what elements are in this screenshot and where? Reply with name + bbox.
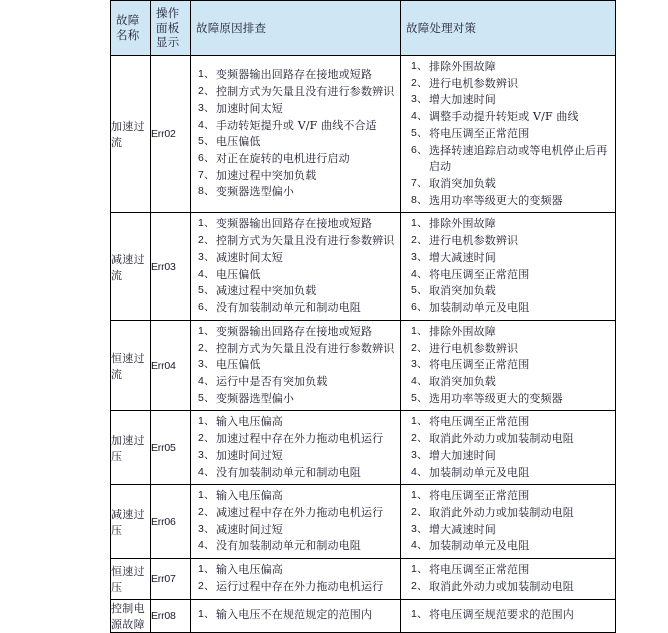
fault-name-cell: 减速过流 bbox=[111, 213, 151, 320]
cause-item bbox=[198, 118, 396, 135]
cause-item-text: 加速时间过短 bbox=[216, 448, 283, 462]
remedy-item-number: 4、 bbox=[411, 267, 428, 280]
remedy-item bbox=[411, 431, 611, 448]
remedy-item bbox=[411, 250, 611, 267]
fault-code-cell: Err05 bbox=[151, 411, 191, 485]
cause-item bbox=[198, 579, 396, 596]
cause-item-number: 8、 bbox=[198, 185, 215, 198]
cause-item-number: 1、 bbox=[198, 415, 215, 428]
cause-item-text: 加速时间太短 bbox=[216, 101, 283, 115]
fault-name-cell: 加速过压 bbox=[111, 411, 151, 485]
cause-item-text: 加速过程中存在外力拖动电机运行 bbox=[216, 432, 384, 446]
fault-name-cell: 加速过流 bbox=[111, 56, 151, 213]
panel-label-line-2: 面板 bbox=[156, 20, 180, 35]
table-row bbox=[111, 320, 616, 411]
cause-list bbox=[191, 213, 400, 319]
cause-item bbox=[198, 67, 396, 84]
column-header-fault-name-label: 故障名称 bbox=[116, 13, 140, 42]
remedy-item-text: 将电压调至正常范围 bbox=[429, 267, 530, 281]
remedy-item bbox=[411, 607, 611, 624]
cause-item-text: 手动转矩提升或 V/F 曲线不合适 bbox=[216, 118, 377, 132]
cause-item-text: 没有加装制动单元和制动电阻 bbox=[216, 539, 361, 553]
remedy-item-number: 3、 bbox=[411, 358, 428, 371]
cause-list bbox=[191, 321, 400, 411]
cause-item-text: 输入电压偏高 bbox=[216, 563, 283, 577]
cause-list bbox=[191, 604, 400, 627]
remedy-list bbox=[401, 321, 615, 411]
cause-item-number: 1、 bbox=[198, 489, 215, 502]
remedy-item-number: 6、 bbox=[411, 143, 428, 156]
cause-item-text: 变频器输出回路存在接地或短路 bbox=[216, 324, 373, 338]
remedy-item-text: 进行电机参数辨识 bbox=[429, 76, 519, 90]
fault-remedy-cell bbox=[401, 213, 616, 320]
remedy-item-number: 3、 bbox=[411, 522, 428, 535]
remedy-item-text: 加装制动单元及电阻 bbox=[429, 465, 530, 479]
cause-item-number: 2、 bbox=[198, 341, 215, 354]
cause-item-text: 电压偏低 bbox=[216, 135, 261, 149]
remedy-item bbox=[411, 233, 611, 250]
panel-label-line-3: 显示 bbox=[156, 35, 180, 50]
cause-item bbox=[198, 151, 396, 168]
cause-item-number: 1、 bbox=[198, 68, 215, 81]
fault-cause-cell bbox=[191, 213, 401, 320]
fault-name-cell: 恒速过压 bbox=[111, 559, 151, 599]
cause-item-number: 4、 bbox=[198, 465, 215, 478]
cause-item-text: 减速过程中突加负载 bbox=[216, 284, 317, 298]
cause-list bbox=[191, 559, 400, 598]
cause-item bbox=[198, 488, 396, 505]
remedy-item bbox=[411, 109, 611, 126]
cause-item bbox=[198, 538, 396, 555]
remedy-item-number: 1、 bbox=[411, 608, 428, 621]
fault-remedy-cell bbox=[401, 559, 616, 599]
remedy-item-text: 增大加速时间 bbox=[429, 93, 496, 107]
cause-item-number: 2、 bbox=[198, 579, 215, 592]
cause-item-number: 3、 bbox=[198, 448, 215, 461]
remedy-item-number: 2、 bbox=[411, 341, 428, 354]
cause-item-number: 5、 bbox=[198, 391, 215, 404]
cause-item bbox=[198, 283, 396, 300]
cause-item-number: 1、 bbox=[198, 563, 215, 576]
remedy-item bbox=[411, 143, 611, 176]
fault-remedy-cell bbox=[401, 411, 616, 485]
remedy-item bbox=[411, 59, 611, 76]
remedy-item-text: 加装制动单元及电阻 bbox=[429, 539, 530, 553]
remedy-item-number: 4、 bbox=[411, 539, 428, 552]
remedy-item-number: 2、 bbox=[411, 76, 428, 89]
remedy-item-number: 2、 bbox=[411, 505, 428, 518]
cause-item bbox=[198, 134, 396, 151]
remedy-item-text: 进行电机参数辨识 bbox=[429, 341, 519, 355]
remedy-list bbox=[401, 485, 615, 558]
remedy-item bbox=[411, 216, 611, 233]
remedy-item-text: 取消突加负载 bbox=[429, 177, 496, 191]
remedy-item-text: 取消突加负载 bbox=[429, 284, 496, 298]
table-row bbox=[111, 411, 616, 485]
cause-item-text: 电压偏低 bbox=[216, 358, 261, 372]
remedy-item-text: 增大加速时间 bbox=[429, 448, 496, 462]
panel-label-line-1: 操作 bbox=[156, 5, 180, 20]
cause-item-number: 1、 bbox=[198, 324, 215, 337]
remedy-item-number: 2、 bbox=[411, 432, 428, 445]
cause-item-text: 加速过程中突加负载 bbox=[216, 168, 317, 182]
cause-item-number: 2、 bbox=[198, 432, 215, 445]
cause-item bbox=[198, 250, 396, 267]
table-row bbox=[111, 213, 616, 320]
cause-item-number: 3、 bbox=[198, 101, 215, 114]
remedy-item bbox=[411, 505, 611, 522]
cause-list bbox=[191, 411, 400, 484]
cause-item-number: 3、 bbox=[198, 358, 215, 371]
remedy-item bbox=[411, 92, 611, 109]
remedy-item-number: 2、 bbox=[411, 579, 428, 592]
cause-item bbox=[198, 300, 396, 317]
remedy-item-text: 选择转速追踪启动或等电机停止后再启动 bbox=[429, 143, 608, 174]
cause-item-number: 4、 bbox=[198, 374, 215, 387]
remedy-item bbox=[411, 465, 611, 482]
cause-item-number: 1、 bbox=[198, 217, 215, 230]
remedy-item bbox=[411, 324, 611, 341]
fault-code-cell: Err03 bbox=[151, 213, 191, 320]
remedy-item-text: 将电压调至正常范围 bbox=[429, 415, 530, 429]
cause-item-text: 变频器输出回路存在接地或短路 bbox=[216, 217, 373, 231]
fault-remedy-cell bbox=[401, 320, 616, 411]
remedy-item-number: 3、 bbox=[411, 93, 428, 106]
remedy-item-text: 进行电机参数辨识 bbox=[429, 234, 519, 248]
remedy-item-number: 8、 bbox=[411, 193, 428, 206]
table-row bbox=[111, 559, 616, 599]
cause-item-text: 电压偏低 bbox=[216, 267, 261, 281]
header-row bbox=[111, 1, 616, 56]
cause-item-number: 3、 bbox=[198, 250, 215, 263]
remedy-item bbox=[411, 341, 611, 358]
remedy-item bbox=[411, 562, 611, 579]
remedy-item bbox=[411, 300, 611, 317]
remedy-item-number: 5、 bbox=[411, 126, 428, 139]
cause-item-text: 减速时间过短 bbox=[216, 522, 283, 536]
cause-item-number: 2、 bbox=[198, 234, 215, 247]
remedy-item-number: 4、 bbox=[411, 465, 428, 478]
remedy-item-number: 1、 bbox=[411, 563, 428, 576]
cause-item bbox=[198, 168, 396, 185]
cause-item bbox=[198, 374, 396, 391]
remedy-item-text: 取消此外动力或加装制动电阻 bbox=[429, 432, 574, 446]
remedy-item-number: 2、 bbox=[411, 234, 428, 247]
remedy-item-text: 排除外围故障 bbox=[429, 324, 496, 338]
remedy-item-text: 取消此外动力或加装制动电阻 bbox=[429, 505, 574, 519]
cause-item-text: 运行中是否有突加负载 bbox=[216, 374, 328, 388]
remedy-list bbox=[401, 213, 615, 319]
table-body bbox=[111, 56, 616, 633]
cause-item-text: 变频器输出回路存在接地或短路 bbox=[216, 68, 373, 82]
remedy-item-text: 选用功率等级更大的变频器 bbox=[429, 193, 563, 207]
cause-item bbox=[198, 101, 396, 118]
remedy-list bbox=[401, 56, 615, 212]
remedy-item bbox=[411, 374, 611, 391]
cause-item-text: 减速时间太短 bbox=[216, 250, 283, 264]
cause-item-number: 3、 bbox=[198, 522, 215, 535]
remedy-item-text: 增大减速时间 bbox=[429, 250, 496, 264]
cause-item-text: 控制方式为矢量且没有进行参数辨识 bbox=[216, 341, 395, 355]
remedy-item-number: 7、 bbox=[411, 177, 428, 190]
remedy-list bbox=[401, 411, 615, 484]
cause-item bbox=[198, 184, 396, 201]
remedy-item-text: 将电压调至正常范围 bbox=[429, 126, 530, 140]
remedy-item bbox=[411, 538, 611, 555]
fault-code-cell: Err04 bbox=[151, 320, 191, 411]
cause-item bbox=[198, 607, 396, 624]
cause-item-number: 5、 bbox=[198, 284, 215, 297]
remedy-item-number: 4、 bbox=[411, 110, 428, 123]
remedy-item-number: 1、 bbox=[411, 489, 428, 502]
cause-item-text: 输入电压偏高 bbox=[216, 415, 283, 429]
cause-item bbox=[198, 448, 396, 465]
remedy-item bbox=[411, 448, 611, 465]
cause-item-text: 变频器选型偏小 bbox=[216, 391, 295, 405]
remedy-item-text: 调整手动提升转矩或 V/F 曲线 bbox=[429, 110, 579, 124]
cause-item-text: 变频器选型偏小 bbox=[216, 185, 295, 199]
cause-item-number: 7、 bbox=[198, 168, 215, 181]
column-header-fault-cause-label: 故障原因排查 bbox=[196, 20, 267, 35]
remedy-item-text: 将电压调至正常范围 bbox=[429, 563, 530, 577]
remedy-item-text: 取消此外动力或加装制动电阻 bbox=[429, 579, 574, 593]
cause-item-number: 6、 bbox=[198, 151, 215, 164]
fault-remedy-cell bbox=[401, 485, 616, 559]
fault-cause-cell bbox=[191, 485, 401, 559]
table-row bbox=[111, 485, 616, 559]
fault-cause-cell bbox=[191, 559, 401, 599]
remedy-item-text: 将电压调至规范要求的范围内 bbox=[429, 608, 574, 622]
cause-item-number: 2、 bbox=[198, 85, 215, 98]
cause-item-number: 1、 bbox=[198, 608, 215, 621]
cause-item bbox=[198, 357, 396, 374]
fault-code-cell: Err02 bbox=[151, 56, 191, 213]
cause-item bbox=[198, 505, 396, 522]
cause-item bbox=[198, 465, 396, 482]
remedy-item-text: 加装制动单元及电阻 bbox=[429, 301, 530, 315]
cause-item bbox=[198, 522, 396, 539]
cause-item bbox=[198, 216, 396, 233]
cause-item bbox=[198, 562, 396, 579]
remedy-item-text: 增大减速时间 bbox=[429, 522, 496, 536]
remedy-item-number: 3、 bbox=[411, 448, 428, 461]
cause-item-text: 没有加装制动单元和制动电阻 bbox=[216, 301, 361, 315]
remedy-item-number: 5、 bbox=[411, 391, 428, 404]
remedy-item bbox=[411, 267, 611, 284]
remedy-item bbox=[411, 488, 611, 505]
remedy-item-text: 排除外围故障 bbox=[429, 60, 496, 73]
remedy-item-text: 取消突加负载 bbox=[429, 374, 496, 388]
column-header-fault-cause bbox=[191, 1, 401, 56]
remedy-item bbox=[411, 414, 611, 431]
remedy-item-number: 1、 bbox=[411, 415, 428, 428]
cause-item bbox=[198, 84, 396, 101]
cause-item bbox=[198, 391, 396, 408]
remedy-item-number: 6、 bbox=[411, 301, 428, 314]
cause-item-text: 控制方式为矢量且没有进行参数辨识 bbox=[216, 234, 395, 248]
remedy-item-text: 将电压调至正常范围 bbox=[429, 358, 530, 372]
table-row bbox=[111, 599, 616, 632]
remedy-item bbox=[411, 579, 611, 596]
cause-item bbox=[198, 324, 396, 341]
cause-item-number: 6、 bbox=[198, 301, 215, 314]
remedy-item-number: 5、 bbox=[411, 284, 428, 297]
remedy-item-number: 4、 bbox=[411, 374, 428, 387]
remedy-item-number: 1、 bbox=[411, 324, 428, 337]
remedy-item-text: 排除外围故障 bbox=[429, 217, 496, 231]
cause-item-number: 5、 bbox=[198, 135, 215, 148]
table-header bbox=[111, 1, 616, 56]
cause-item-number: 4、 bbox=[198, 539, 215, 552]
cause-item bbox=[198, 267, 396, 284]
column-header-panel-display-label bbox=[151, 6, 190, 51]
cause-item-text: 运行过程中存在外力拖动电机运行 bbox=[216, 579, 384, 593]
cause-item bbox=[198, 431, 396, 448]
fault-cause-cell bbox=[191, 599, 401, 632]
table-row bbox=[111, 56, 616, 213]
cause-list bbox=[191, 485, 400, 558]
remedy-list bbox=[401, 604, 615, 627]
cause-item-text: 没有加装制动单元和制动电阻 bbox=[216, 465, 361, 479]
remedy-item bbox=[411, 522, 611, 539]
cause-item-number: 2、 bbox=[198, 505, 215, 518]
remedy-item bbox=[411, 357, 611, 374]
fault-name-cell: 控制电源故障 bbox=[111, 599, 151, 632]
column-header-fault-name bbox=[111, 1, 151, 56]
fault-remedy-cell bbox=[401, 56, 616, 213]
fault-cause-cell bbox=[191, 56, 401, 213]
fault-cause-cell bbox=[191, 320, 401, 411]
fault-cause-cell bbox=[191, 411, 401, 485]
remedy-item bbox=[411, 176, 611, 193]
column-header-fault-remedy bbox=[401, 1, 616, 56]
column-header-panel-display bbox=[151, 1, 191, 56]
remedy-item bbox=[411, 76, 611, 93]
cause-item-text: 对正在旋转的电机进行启动 bbox=[216, 151, 350, 165]
fault-code-table bbox=[110, 0, 616, 633]
remedy-item bbox=[411, 126, 611, 143]
remedy-item-number: 1、 bbox=[411, 60, 428, 72]
remedy-item-text: 选用功率等级更大的变频器 bbox=[429, 391, 563, 405]
remedy-item bbox=[411, 283, 611, 300]
cause-item-text: 减速过程中存在外力拖动电机运行 bbox=[216, 505, 384, 519]
remedy-item bbox=[411, 391, 611, 408]
fault-code-cell: Err06 bbox=[151, 485, 191, 559]
column-header-fault-remedy-label: 故障处理对策 bbox=[406, 20, 477, 35]
cause-item bbox=[198, 341, 396, 358]
fault-code-cell: Err07 bbox=[151, 559, 191, 599]
remedy-list bbox=[401, 559, 615, 598]
cause-item-number: 4、 bbox=[198, 267, 215, 280]
remedy-item-number: 1、 bbox=[411, 217, 428, 230]
fault-name-cell: 恒速过流 bbox=[111, 320, 151, 411]
remedy-item-text: 将电压调至正常范围 bbox=[429, 489, 530, 503]
cause-list bbox=[191, 64, 400, 204]
fault-remedy-cell bbox=[401, 599, 616, 632]
cause-item-text: 控制方式为矢量且没有进行参数辨识 bbox=[216, 85, 395, 99]
cause-item bbox=[198, 233, 396, 250]
cause-item bbox=[198, 414, 396, 431]
remedy-item-number: 3、 bbox=[411, 250, 428, 263]
fault-name-cell: 减速过压 bbox=[111, 485, 151, 559]
fault-code-cell: Err08 bbox=[151, 599, 191, 632]
cause-item-number: 4、 bbox=[198, 118, 215, 131]
cause-item-text: 输入电压不在规范规定的范围内 bbox=[216, 608, 373, 622]
remedy-item bbox=[411, 193, 611, 210]
cause-item-text: 输入电压偏高 bbox=[216, 489, 283, 503]
